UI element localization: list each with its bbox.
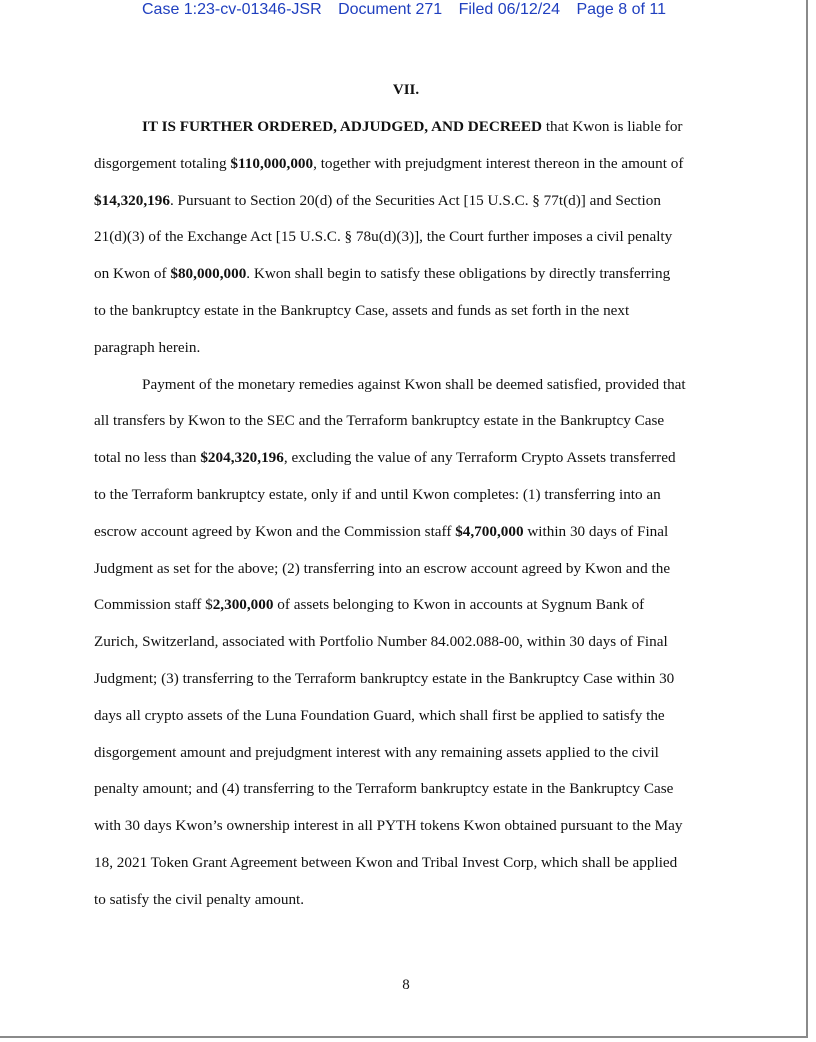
text-line: days all crypto assets of the Luna Foundation Guard, which shall first be applied to satisfy the [94,706,665,724]
text-line: Payment of the monetary remedies against Kwon shall be deemed satisfied, provided that [142,375,686,393]
text-line: to the Terraform bankruptcy estate, only if and until Kwon completes: (1) transferring into an [94,485,661,503]
text-line: all transfers by Kwon to the SEC and the Terraform bankruptcy estate in the Bankruptcy Case [94,412,665,430]
header-page-count: Page 8 of 11 [576,1,667,18]
text-line: Commission staff $2,300,000 of assets belonging to Kwon in accounts at Sygnum Bank of [94,596,645,614]
amount-prejudgment-interest: $14,320,196 [94,191,170,209]
bold-text: IT IS FURTHER ORDERED, ADJUDGED, AND DECREED [142,118,543,135]
text-line: disgorgement amount and prejudgment interest with any remaining assets applied to the civil [94,743,659,761]
text-line: total no less than $204,320,196, excluding the value of any Terraform Crypto Assets transferred [94,449,676,467]
text-line: to satisfy the civil penalty amount. [94,890,305,908]
text-line: disgorgement totaling $110,000,000, together with prejudgment interest thereon in the amount of [94,154,684,172]
page-number: 8 [402,977,410,993]
ecf-header [0,0,808,20]
amount-civil-penalty: $80,000,000 [170,265,247,283]
text-line: Zurich, Switzerland, associated with Portfolio Number 84.002.088-00, within 30 days of Final [94,633,668,651]
text-line: Judgment as set for the above; (2) transferring into an escrow account agreed by Kwon and the [94,559,671,577]
header-filed-date: Filed 06/12/24 [458,1,560,18]
paragraph-order [94,109,724,367]
text-line: 21(d)(3) of the Exchange Act [15 U.S.C. § 78u(d)(3)], the Court further imposes a civil penalty [94,228,673,246]
text-line: paragraph herein. [94,338,201,356]
text-line: to the bankruptcy estate in the Bankruptcy Case, assets and funds as set forth in the next [94,301,630,319]
text-line: 18, 2021 Token Grant Agreement between Kwon and Tribal Invest Corp, which shall be applied [94,853,678,871]
text-line: IT IS FURTHER ORDERED, ADJUDGED, AND DECREED that Kwon is liable for [142,118,683,135]
text-line: on Kwon of $80,000,000. Kwon shall begin to satisfy these obligations by directly transferring [94,265,671,283]
paragraph-payment [94,367,724,919]
text-line: Judgment; (3) transferring to the Terraform bankruptcy estate in the Bankruptcy Case within 30 [94,669,675,687]
amount-escrow-2: 2,300,000 [212,596,274,614]
text-line: penalty amount; and (4) transferring to the Terraform bankruptcy estate in the Bankruptcy Case [94,780,674,798]
text-line: $14,320,196. Pursuant to Section 20(d) of the Securities Act [15 U.S.C. § 77t(d)] and Section [94,191,661,209]
amount-total-transfers: $204,320,196 [200,449,284,467]
section-heading: VII. [392,82,420,98]
header-document-number: Document 271 [338,1,443,18]
document-body [94,109,724,919]
text-line: escrow account agreed by Kwon and the Commission staff $4,700,000 within 30 days of Final [94,522,669,540]
text-line: with 30 days Kwon’s ownership interest in all PYTH tokens Kwon obtained pursuant to the May [94,817,683,835]
header-case-number: Case 1:23-cv-01346-JSR [141,1,322,18]
amount-escrow-1: $4,700,000 [455,522,524,540]
amount-disgorgement: $110,000,000 [230,154,314,172]
